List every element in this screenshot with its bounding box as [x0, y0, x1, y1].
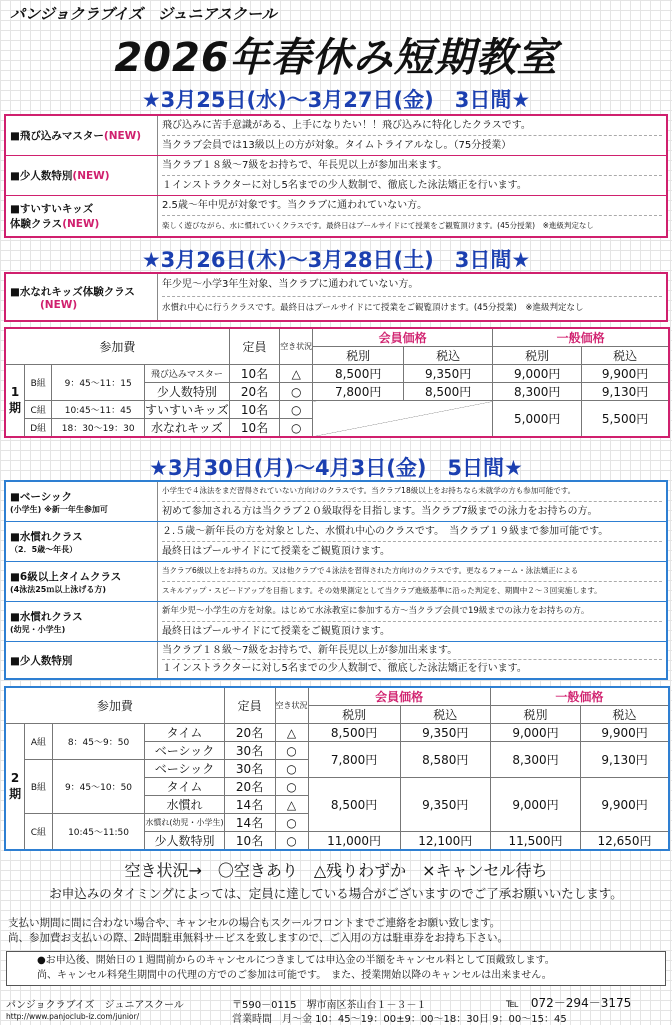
class-row: [6, 482, 666, 522]
class-row: [6, 522, 666, 562]
availability: ○: [280, 401, 313, 419]
availability: ○: [275, 814, 308, 832]
availability: ○: [275, 760, 308, 778]
group-name: B組: [25, 760, 52, 814]
period-label: 1期: [5, 365, 25, 438]
class-name: 飛び込みマスター: [144, 365, 229, 383]
capacity: 10名: [224, 832, 275, 851]
availability: ○: [275, 778, 308, 796]
class-name: 少人数特別: [145, 832, 224, 851]
class-label: ■水慣れクラス (幼児・小学生): [6, 602, 158, 641]
class-desc: 楽しく遊びながら、水に慣れていくクラスです。最終日はプールサイドにて授業をご観覧頂けます。(45分授業) ※進級判定なし: [162, 220, 594, 230]
general-price-excl: 5,000円: [493, 401, 582, 438]
availability-header: 空き状況: [280, 328, 313, 365]
member-price-incl: 8,500円: [404, 383, 493, 401]
member-price-na: [313, 401, 493, 438]
fee-table-1: [4, 327, 670, 438]
capacity: 30名: [224, 760, 275, 778]
group-time: 9：45～11：15: [52, 365, 145, 401]
class-name: 少人数特別: [144, 383, 229, 401]
group-name: C組: [25, 401, 52, 419]
availability-header: 空き状況: [275, 687, 308, 724]
class-desc: 小学生で４泳法をまだ習得されていない方向けのクラスです。当クラブ18級以上をお持ちなら未就学の方も参加可能です。: [162, 482, 662, 502]
class-name: 水慣れ: [145, 796, 224, 814]
section2-box: [4, 272, 668, 322]
member-price-excl: 7,800円: [308, 742, 400, 778]
tax-incl-header: 税込: [581, 706, 669, 724]
capacity: 20名: [224, 724, 275, 742]
class-name: タイム: [145, 778, 224, 796]
availability: ○: [280, 383, 313, 401]
capacity: 10名: [229, 401, 279, 419]
tax-excl-header: 税別: [490, 706, 580, 724]
class-label: ■ベーシック (小学生) ※新一年生参加可: [6, 482, 158, 521]
member-price-incl: 9,350円: [400, 724, 490, 742]
general-price-excl: 8,300円: [490, 742, 580, 778]
member-price-incl: 8,580円: [400, 742, 490, 778]
general-price-incl: 12,650円: [581, 832, 669, 851]
tax-incl-header: 税込: [404, 347, 493, 365]
member-price-incl: 9,350円: [404, 365, 493, 383]
general-price-incl: 9,900円: [581, 724, 669, 742]
class-name: ベーシック: [145, 742, 224, 760]
class-label: ■少人数特別(NEW): [6, 156, 158, 195]
footer-tel: ℡ 072－294－3175: [506, 996, 632, 1010]
general-price-incl: 9,130円: [581, 742, 669, 778]
member-price-header: 会員価格: [313, 328, 493, 347]
section1-header: ★3月25日(水)～3月27日(金) 3日間★: [141, 88, 531, 112]
footer-url[interactable]: http://www.panjoclub-iz.com/junior/: [6, 1012, 140, 1021]
class-desc: 水慣れ中心に行うクラスです。最終日はプールサイドにて授業をご観覧頂けます。(45分授業) ※進級判定なし: [162, 302, 584, 313]
capacity: 10名: [229, 419, 279, 438]
class-name: タイム: [145, 724, 224, 742]
capacity: 20名: [224, 778, 275, 796]
member-price-excl: 8,500円: [308, 724, 400, 742]
footer-name: パンジョクラブイズ ジュニアスクール: [6, 1000, 184, 1011]
class-label: ■飛び込みマスター(NEW): [6, 116, 158, 155]
class-desc: １インストラクターに対し5名までの少人数制で、徹底した泳法矯正を行います。: [162, 179, 527, 191]
general-price-incl: 9,900円: [582, 365, 669, 383]
tax-excl-header: 税別: [493, 347, 582, 365]
group-time: 10:45～11：45: [52, 401, 145, 419]
fee-table-2: [4, 686, 670, 851]
member-price-excl: 11,000円: [308, 832, 400, 851]
capacity: 20名: [229, 383, 279, 401]
period-label: 2期: [5, 724, 25, 851]
capacity-header: 定員: [224, 687, 275, 724]
availability: △: [275, 796, 308, 814]
class-row: [6, 642, 666, 678]
member-price-excl: 8,500円: [308, 778, 400, 832]
availability: △: [280, 365, 313, 383]
class-desc: 当クラブ１８級～7級をお持ちで、新年長児以上が参加出来ます。: [162, 642, 662, 660]
class-desc: １インストラクターに対し5名までの少人数制で、徹底した泳法矯正を行います。: [162, 663, 527, 675]
capacity: 14名: [224, 796, 275, 814]
general-price-header: 一般価格: [490, 687, 669, 706]
class-row: [6, 156, 666, 196]
class-desc: 飛び込みに苦手意識がある、上手になりたい！！飛び込みに特化したクラスです。: [162, 116, 662, 136]
class-label: ■少人数特別: [6, 642, 158, 678]
availability: ○: [280, 419, 313, 438]
class-desc: スキルアップ・スピードアップを目指します。その効果測定として当クラブ進級基準に沿った判定を、期間中２～３回実施します。: [162, 586, 602, 596]
tax-excl-header: 税別: [313, 347, 404, 365]
member-price-header: 会員価格: [308, 687, 490, 706]
class-row: [6, 116, 666, 156]
capacity: 30名: [224, 742, 275, 760]
group-name: B組: [25, 365, 52, 401]
class-row: [6, 602, 666, 642]
member-price-incl: 12,100円: [400, 832, 490, 851]
section3-header: ★3月30日(月)～4月3日(金) 5日間★: [149, 456, 523, 480]
class-desc: 初めて参加される方は当クラブ２０級取得を目指します。当クラブ7級までの泳力をお持ちの方。: [162, 505, 598, 517]
group-name: C組: [25, 814, 52, 851]
capacity-note: お申込みのタイミングによっては、定員に達している場合がございますのでご了承お願いいたします。: [49, 886, 623, 901]
general-price-incl: 5,500円: [582, 401, 669, 438]
class-name: ベーシック: [145, 760, 224, 778]
member-price-excl: 7,800円: [313, 383, 404, 401]
class-desc: 年少児～小学3年生対象、当クラブに通われていない方。: [162, 274, 662, 297]
tax-excl-header: 税別: [308, 706, 400, 724]
group-time: 8：45～9：50: [52, 724, 145, 760]
general-price-excl: 11,500円: [490, 832, 580, 851]
class-row: [6, 562, 666, 602]
fee-header: 参加費: [5, 687, 224, 724]
class-desc: 最終日はプールサイドにて授業をご観覧頂けます。: [162, 625, 390, 637]
class-row: [6, 196, 666, 236]
class-row: [6, 274, 666, 320]
class-name: 水なれキッズ: [144, 419, 229, 438]
tax-incl-header: 税込: [582, 347, 669, 365]
fee-header: 参加費: [5, 328, 229, 365]
availability-legend: 空き状況→ 〇空きあり △残りわずか ×キャンセル待ち: [124, 861, 548, 880]
cancel-note: ●お申込後、開始日の１週間前からのキャンセルにつきましては申込金の半額をキャンセル料として頂戴致します。 尚、キャンセル料発生期間中の代理の方でのご参加は可能です。 また、授業開始以降のキャンセルは出来ません。: [6, 951, 666, 986]
general-price-excl: 8,300円: [493, 383, 582, 401]
tax-incl-header: 税込: [400, 706, 490, 724]
class-desc: 2.5歳～年中児が対象です。当クラブに通われていない方。: [162, 196, 662, 216]
group-time: 18：30～19：30: [52, 419, 145, 438]
member-price-excl: 8,500円: [313, 365, 404, 383]
availability: ○: [275, 832, 308, 851]
group-time: 10:45～11:50: [52, 814, 145, 851]
payment-note: 支払い期間に間に合わない場合や、キャンセルの場合もスクールフロントまでご連絡をお願い致します。 尚、参加費お支払いの際、2時間駐車無料サービスを致しますので、ご入用の方は駐車券をお持ち下さい。: [8, 917, 508, 944]
page-title: 2026年春休み短期教室: [114, 35, 558, 81]
class-name: すいすいキッズ: [144, 401, 229, 419]
brand-name: パンジョクラブイズ ジュニアスクール: [10, 5, 277, 23]
footer-address: 〒590－0115 堺市南区茶山台１－３－１: [232, 1000, 427, 1011]
general-price-header: 一般価格: [493, 328, 669, 347]
general-price-incl: 9,900円: [581, 778, 669, 832]
class-desc: 新年少児～小学生の方を対象。はじめて水泳教室に参加する方～当クラブ会員で19級までの泳力をお持ちの方。: [162, 602, 662, 622]
general-price-incl: 9,130円: [582, 383, 669, 401]
class-label: ■すいすいキッズ 体験クラス(NEW): [6, 196, 158, 236]
class-label: ■水なれキッズ体験クラス (NEW): [6, 274, 158, 320]
general-price-excl: 9,000円: [493, 365, 582, 383]
section3-box: [4, 480, 668, 680]
class-desc: ２.５歳～新年長の方を対象とした、水慣れ中心のクラスです。 当クラブ１９級まで参加可能です。: [162, 522, 662, 542]
class-desc: 最終日はプールサイドにて授業をご観覧頂けます。: [162, 545, 390, 557]
class-label: ■6級以上タイムクラス (4泳法25ｍ以上泳げる方): [6, 562, 158, 601]
group-name: D組: [25, 419, 52, 438]
group-name: A組: [25, 724, 52, 760]
footer-hours: 営業時間 月～金 10：45～19：00±9：00～18：30日 9：00～15：45: [232, 1014, 567, 1025]
class-desc: 当クラブ１８級～7級をお持ちで、年長児以上が参加出来ます。: [162, 156, 662, 176]
section2-header: ★3月26日(木)～3月28日(土) 3日間★: [141, 248, 531, 272]
availability: △: [275, 724, 308, 742]
class-desc: 当クラブ会員では13級以上の方が対象。タイムトライアルなし。（75分授業）: [162, 139, 512, 151]
capacity-header: 定員: [229, 328, 279, 365]
member-price-incl: 9,350円: [400, 778, 490, 832]
general-price-excl: 9,000円: [490, 778, 580, 832]
section1-box: [4, 114, 668, 238]
class-desc: 当クラブ6級以上をお持ちの方。又は他クラブで４泳法を習得された方向けのクラスです。更なるフォーム・泳法矯正による: [162, 562, 662, 582]
availability: ○: [275, 742, 308, 760]
class-label: ■水慣れクラス （2．5歳～年長）: [6, 522, 158, 561]
class-name: 水慣れ(幼児・小学生): [145, 814, 224, 832]
capacity: 14名: [224, 814, 275, 832]
group-time: 9：45～10：50: [52, 760, 145, 814]
general-price-excl: 9,000円: [490, 724, 580, 742]
capacity: 10名: [229, 365, 279, 383]
